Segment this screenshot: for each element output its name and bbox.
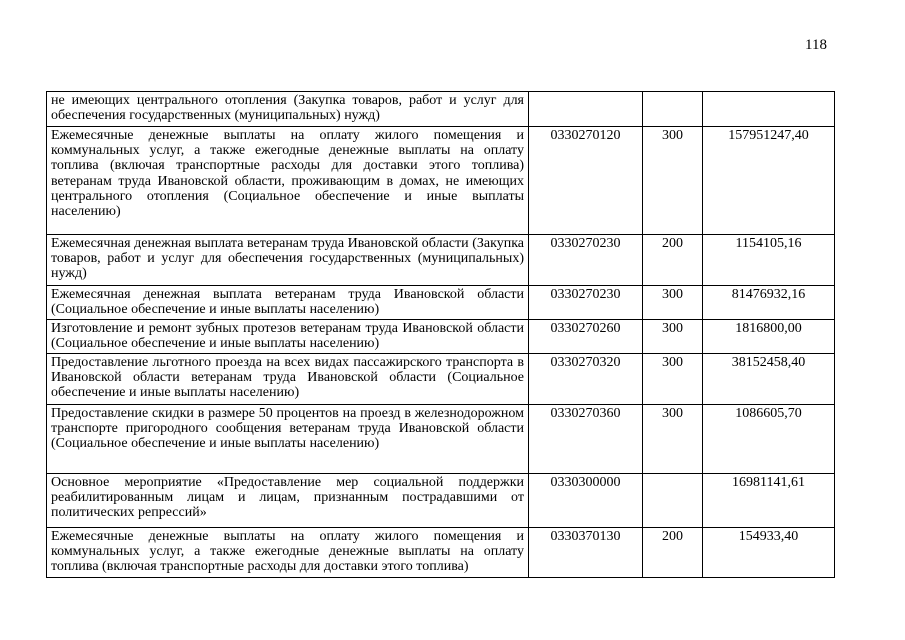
amount: 1154105,16 — [703, 235, 835, 286]
amount: 16981141,61 — [703, 474, 835, 528]
expense-type-code: 300 — [643, 127, 703, 235]
expense-description: Ежемесячные денежные выплаты на оплату жилого помещения и коммунальных услуг, а также ежегодные денежные выплаты на оплату топлива (включая транспортные расходы для доставки этого топлива) ветеранам труда Ивановской области, проживающим в домах, не имеющих центрального отопления (Социальное обеспечение и иные выплаты населению) — [47, 127, 529, 235]
table-row — [47, 405, 835, 474]
table-row — [47, 92, 835, 127]
expense-type-code: 200 — [643, 528, 703, 578]
expense-type-code — [643, 474, 703, 528]
table-body — [47, 92, 835, 578]
amount: 1816800,00 — [703, 320, 835, 354]
expense-description: Основное мероприятие «Предоставление мер социальной поддержки реабилитированным лицам и лицам, признанным пострадавшими от политических репрессий» — [47, 474, 529, 528]
target-article-code: 0330270320 — [529, 354, 643, 405]
amount: 1086605,70 — [703, 405, 835, 474]
expense-type-code: 300 — [643, 320, 703, 354]
expense-description: Ежемесячная денежная выплата ветеранам труда Ивановской области (Социальное обеспечение и иные выплаты населению) — [47, 286, 529, 320]
expense-description: Ежемесячная денежная выплата ветеранам труда Ивановской области (Закупка товаров, работ и услуг для обеспечения государственных (муниципальных) нужд) — [47, 235, 529, 286]
expense-type-code: 200 — [643, 235, 703, 286]
amount: 157951247,40 — [703, 127, 835, 235]
expense-description: Изготовление и ремонт зубных протезов ветеранам труда Ивановской области (Социальное обеспечение и иные выплаты населению) — [47, 320, 529, 354]
table-row — [47, 127, 835, 235]
budget-table — [46, 91, 835, 578]
expense-type-code — [643, 92, 703, 127]
target-article-code: 0330300000 — [529, 474, 643, 528]
target-article-code: 0330370130 — [529, 528, 643, 578]
amount: 81476932,16 — [703, 286, 835, 320]
expense-type-code: 300 — [643, 354, 703, 405]
table-row — [47, 286, 835, 320]
table-row — [47, 235, 835, 286]
amount: 38152458,40 — [703, 354, 835, 405]
expense-description: Предоставление льготного проезда на всех видах пассажирского транспорта в Ивановской области ветеранам труда Ивановской области (Социальное обеспечение и иные выплаты населению) — [47, 354, 529, 405]
target-article-code — [529, 92, 643, 127]
page-number: 118 — [805, 37, 827, 53]
table-row — [47, 528, 835, 578]
expense-description: Ежемесячные денежные выплаты на оплату жилого помещения и коммунальных услуг, а также ежегодные денежные выплаты на оплату топлива (включая транспортные расходы для доставки этого топлива) — [47, 528, 529, 578]
target-article-code: 0330270230 — [529, 286, 643, 320]
target-article-code: 0330270120 — [529, 127, 643, 235]
expense-type-code: 300 — [643, 405, 703, 474]
amount — [703, 92, 835, 127]
expense-description: не имеющих центрального отопления (Закупка товаров, работ и услуг для обеспечения государственных (муниципальных) нужд) — [47, 92, 529, 127]
amount: 154933,40 — [703, 528, 835, 578]
target-article-code: 0330270260 — [529, 320, 643, 354]
table-row — [47, 474, 835, 528]
expense-type-code: 300 — [643, 286, 703, 320]
table-row — [47, 354, 835, 405]
target-article-code: 0330270230 — [529, 235, 643, 286]
target-article-code: 0330270360 — [529, 405, 643, 474]
expense-description: Предоставление скидки в размере 50 процентов на проезд в железнодорожном транспорте пригородного сообщения ветеранам труда Ивановской области (Социальное обеспечение и иные выплаты населению) — [47, 405, 529, 474]
table-row — [47, 320, 835, 354]
